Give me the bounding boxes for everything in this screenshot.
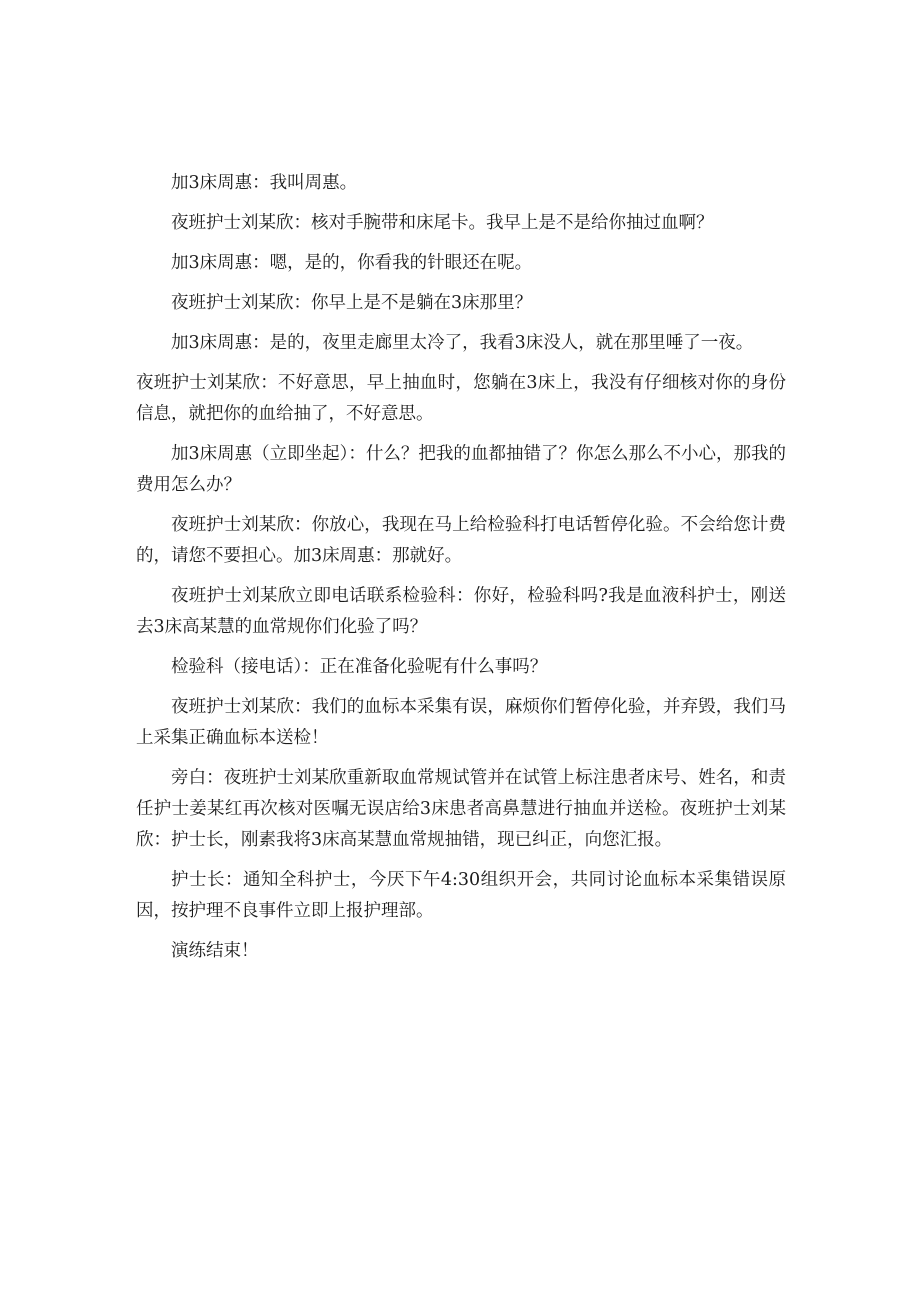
paragraph-8: 夜班护士刘某欣：你放心，我现在马上给检验科打电话暂停化验。不会给您计费的，请您不要担心。加3床周惠：那就好。 (136, 515, 786, 566)
paragraph-1: 加3床周惠：我叫周惠。 (171, 173, 358, 193)
paragraph-14: 演练结束！ (171, 941, 259, 961)
paragraph-9: 夜班护士刘某欣立即电话联系检验科：你好，检验科吗?我是血液科护士，刚送去3床高某慧的血常规你们化验了吗？ (136, 586, 786, 637)
paragraph-11: 夜班护士刘某欣：我们的血标本采集有误，麻烦你们暂停化验，并弃毁，我们马上采集正确血标本送检！ (136, 697, 786, 748)
paragraph-12: 旁白：夜班护士刘某欣重新取血常规试管并在试管上标注患者床号、姓名，和责任护士姜某红再次核对医嘱无误店给3床患者高鼻慧进行抽血并送检。夜班护士刘某欣：护士长，刚素我将3床高某慧血常规抽错，现已纠正，向您汇报。 (136, 768, 786, 850)
paragraph-2: 夜班护士刘某欣：核对手腕带和床尾卡。我早上是不是给你抽过血啊？ (171, 213, 714, 233)
paragraph-5: 加3床周惠：是的，夜里走廊里太冷了，我看3床没人，就在那里唾了一夜。 (171, 333, 754, 353)
paragraph-7: 加3床周惠（立即坐起）：什么？把我的血都抽错了？你怎么那么不小心，那我的费用怎么办？ (136, 444, 786, 495)
document-body (136, 168, 786, 976)
paragraph-6: 夜班护士刘某欣：不好意思，早上抽血时，您躺在3床上，我没有仔细核对你的身份信息，就把你的血给抽了，不好意思。 (136, 373, 786, 424)
paragraph-3: 加3床周惠：嗯，是的，你看我的针眼还在呢。 (171, 253, 533, 273)
paragraph-4: 夜班护士刘某欣：你早上是不是躺在3床那里？ (171, 293, 533, 313)
paragraph-10: 检验科（接电话）：正在准备化验呢有什么事吗？ (171, 657, 548, 677)
paragraph-13: 护士长：通知全科护士，今厌下午4:30组织开会，共同讨论血标本采集错误原因，按护理不良事件立即上报护理部。 (136, 870, 786, 921)
